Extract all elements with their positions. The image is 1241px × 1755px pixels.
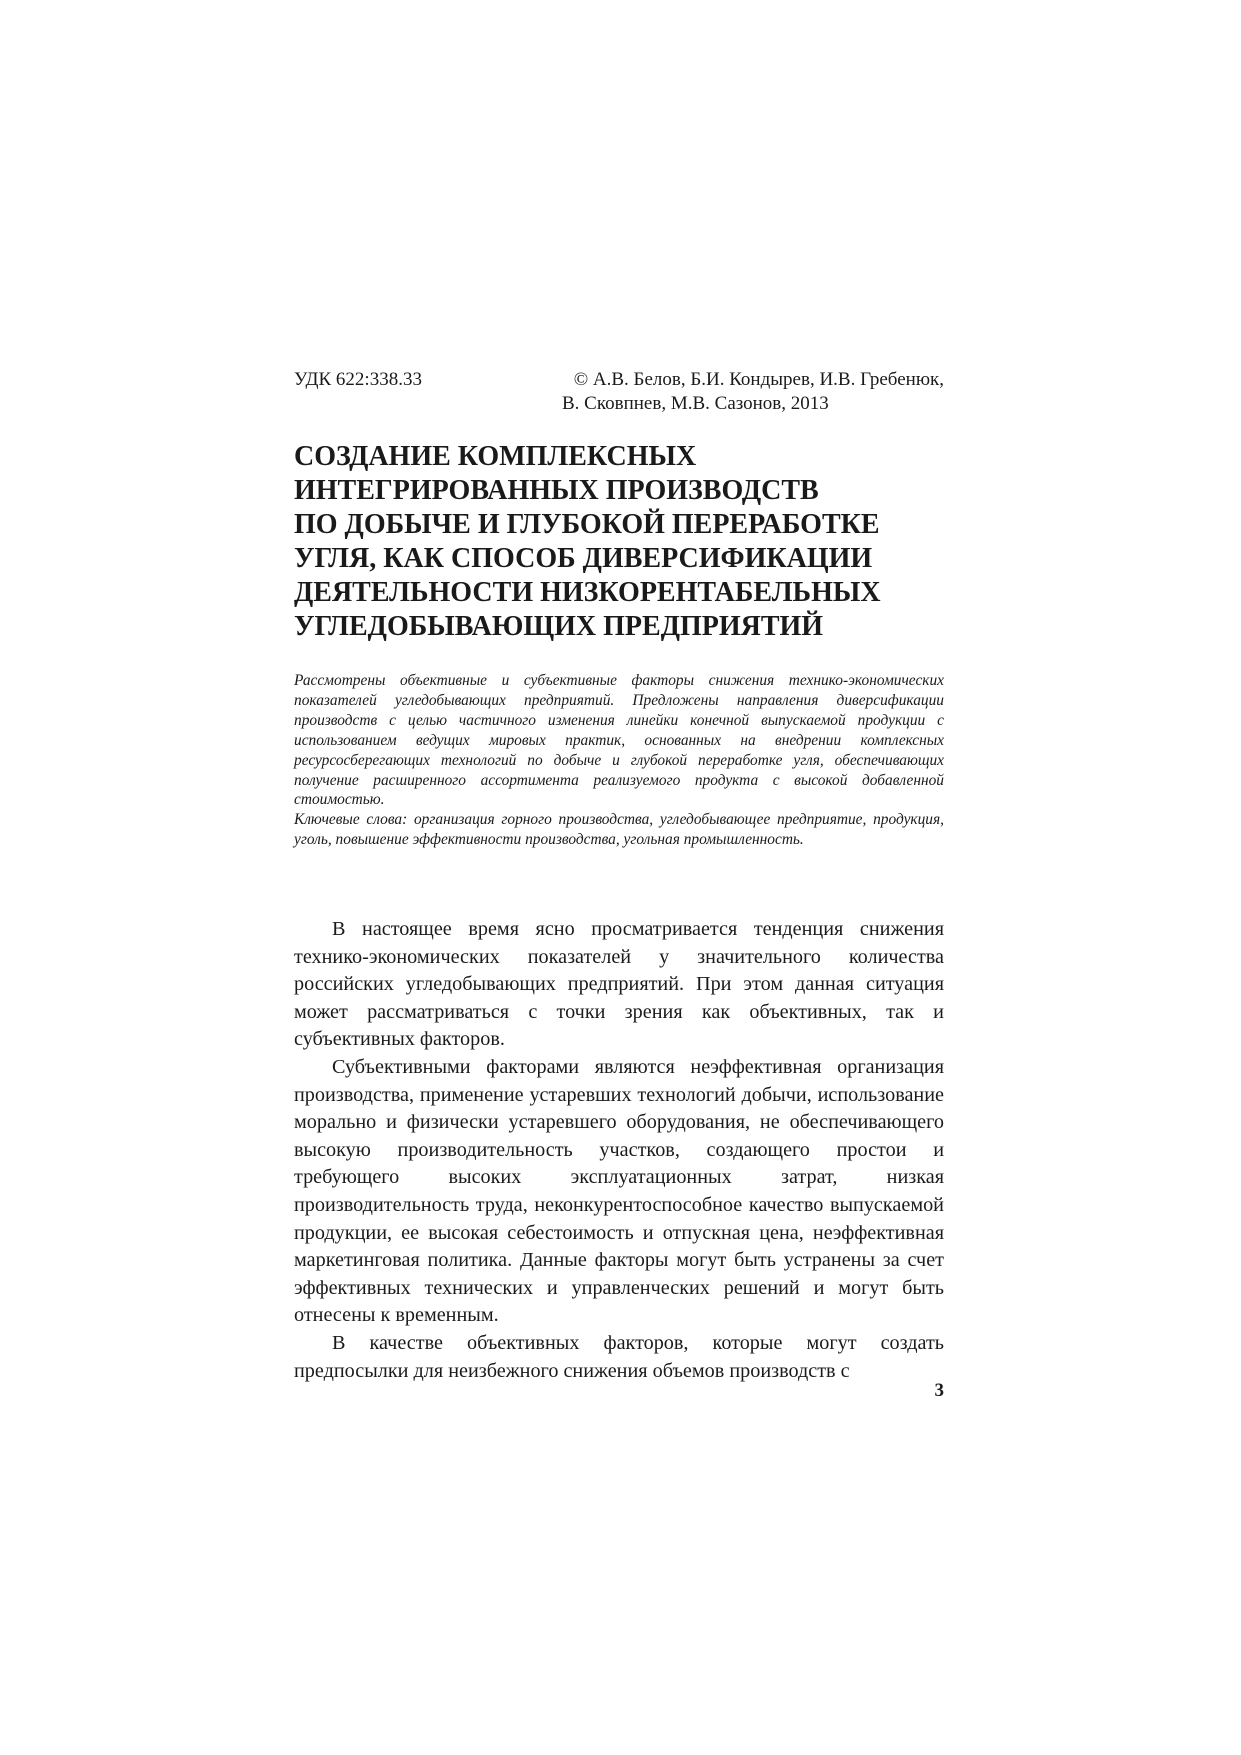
article-title bbox=[294, 440, 954, 644]
authors-line-1: © А.В. Белов, Б.И. Кондырев, И.В. Гребенюк, bbox=[573, 369, 944, 390]
abstract bbox=[294, 671, 944, 850]
title-line: УГЛЯ, КАК СПОСОБ ДИВЕРСИФИКАЦИИ bbox=[294, 543, 873, 574]
body-paragraph: В настоящее время ясно просматривается тенденция снижения технико-экономических показателей у значительного количества российских угледобывающих предприятий. При этом данная ситуация может рассматриваться с точки зрения как объективных, так и субъективных факторов. bbox=[294, 918, 944, 1051]
authors bbox=[536, 368, 944, 416]
title-line: СОЗДАНИЕ КОМПЛЕКСНЫХ bbox=[294, 441, 697, 472]
article-body bbox=[294, 916, 944, 1385]
udc-code: УДК 622:338.33 bbox=[294, 369, 422, 390]
title-line: ИНТЕГРИРОВАННЫХ ПРОИЗВОДСТВ bbox=[294, 475, 819, 506]
title-line: ПО ДОБЫЧЕ И ГЛУБОКОЙ ПЕРЕРАБОТКЕ bbox=[294, 509, 880, 540]
keywords: Ключевые слова: организация горного производства, угледобывающее предприятие, продукция, уголь, повышение эффективности производства, угольная промышленность. bbox=[294, 811, 944, 849]
title-line: ДЕЯТЕЛЬНОСТИ НИЗКОРЕНТАБЕЛЬНЫХ bbox=[294, 577, 881, 608]
body-paragraph: В качестве объективных факторов, которые могут создать предпосылки для неизбежного снижения объемов производств с bbox=[294, 1331, 944, 1382]
title-line: УГЛЕДОБЫВАЮЩИХ ПРЕДПРИЯТИЙ bbox=[294, 611, 824, 642]
authors-line-2: В. Сковпнев, М.В. Сазонов, 2013 bbox=[562, 393, 829, 414]
page-number: 3 bbox=[934, 1380, 944, 1401]
abstract-text: Рассмотрены объективные и субъективные факторы снижения технико-экономических показателей угледобывающих предприятий. Предложены направления диверсификации производств с целью частичного изменения линейки конечной выпускаемой продукции с использованием ведущих мировых практик, основанных на внедрении комплексных ресурсосберегающих технологий по добыче и глубокой переработке угля, обеспечивающих получение расширенного ассортимента реализуемого продукта с высокой добавленной стоимостью. bbox=[294, 672, 944, 809]
body-paragraph: Субъективными факторами являются неэффективная организация производства, применение устаревших технологий добычи, использование морально и физически устаревшего оборудования, не обеспечивающего высокую производительность участков, создающего простои и требующего высоких эксплуатационных затрат, низкая производительность труда, неконкурентоспособное качество выпускаемой продукции, ее высокая себестоимость и отпускная цена, неэффективная маркетинговая политика. Данные факторы могут быть устранены за счет эффективных технических и управленческих решений и могут быть отнесены к временным. bbox=[294, 1055, 944, 1327]
